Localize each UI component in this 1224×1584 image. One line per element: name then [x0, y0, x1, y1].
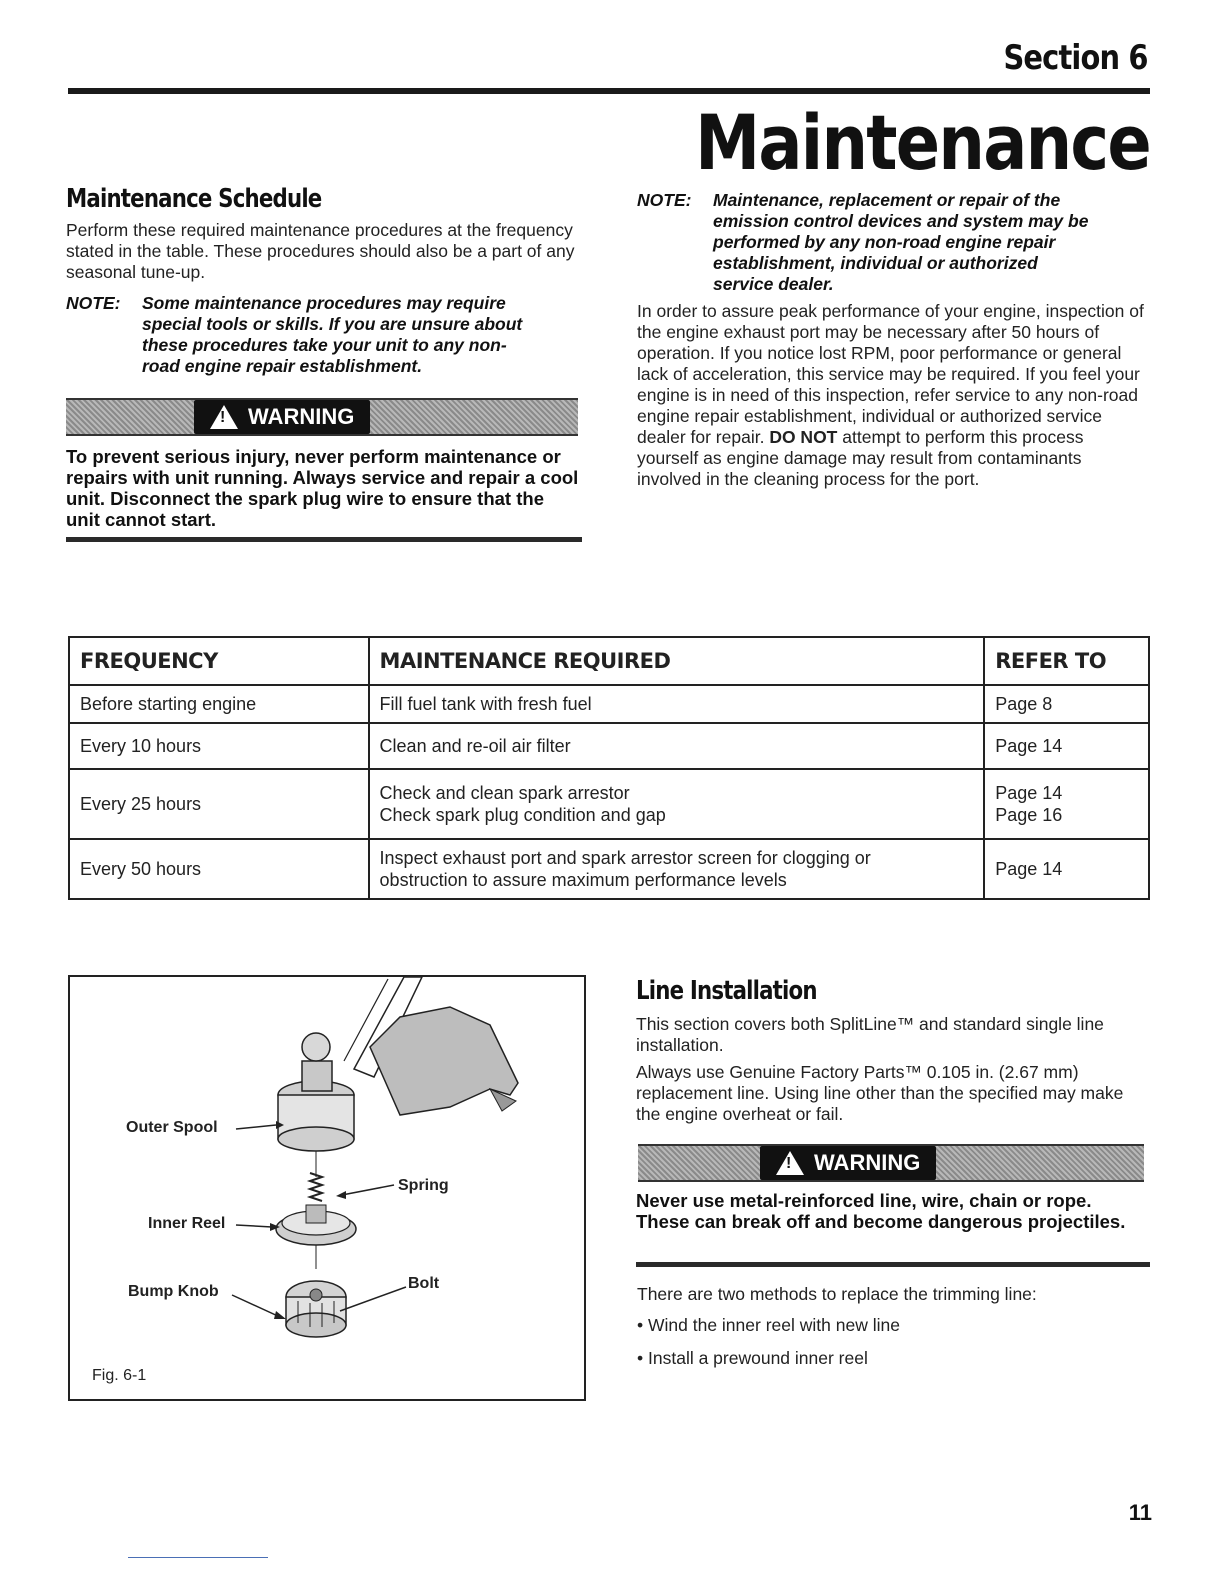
note-line: Maintenance, replacement or repair of the — [713, 190, 1061, 210]
inner-reel-label: Inner Reel — [148, 1215, 226, 1232]
warning-triangle-icon: ! — [776, 1151, 804, 1175]
note-line: establishment, individual or authorized — [713, 253, 1038, 273]
paragraph-text: attempt to perform this process yourself as engine damage may result from contaminants involved in the cleaning process for the port. — [637, 427, 1084, 489]
line-warning-text: Never use metal-reinforced line, wire, chain or rope. These can break off and become dangerous projectiles. — [636, 1190, 1126, 1232]
outer-spool-label: Outer Spool — [126, 1119, 218, 1136]
methods-section — [637, 1284, 1149, 1369]
note-line: these procedures take your unit to any non- — [142, 335, 507, 355]
task-cell — [369, 839, 985, 899]
refer-line: Page 14 — [995, 783, 1063, 803]
figure-caption: Fig. 6-1 — [92, 1367, 147, 1384]
schedule-intro: Perform these required maintenance procedures at the frequency stated in the table. These procedures should also be a part of any seasonal tune-up. — [66, 220, 575, 282]
refer-line: Page 16 — [995, 805, 1063, 825]
warning-label: WARNING — [814, 1150, 921, 1175]
bolt-label: Bolt — [408, 1275, 440, 1292]
warning-banner — [66, 398, 578, 436]
frequency-cell: Every 50 hours — [69, 839, 369, 899]
note-label: NOTE: — [637, 190, 692, 210]
table-row — [69, 839, 1149, 899]
maintenance-table — [68, 636, 1150, 900]
page-title: Maintenance — [695, 98, 1150, 187]
table-row — [69, 685, 1149, 723]
header-frequency: FREQUENCY — [69, 637, 369, 685]
refer-cell: Page 14 — [984, 723, 1149, 769]
refer-cell: Page 8 — [984, 685, 1149, 723]
note-line: road engine repair establishment. — [142, 356, 423, 376]
warning-badge — [760, 1146, 936, 1180]
frequency-cell: Before starting engine — [69, 685, 369, 723]
methods-intro: There are two methods to replace the trimming line: — [637, 1284, 1037, 1304]
note-line: performed by any non-road engine repair — [713, 232, 1056, 252]
task-cell: Fill fuel tank with fresh fuel — [369, 685, 985, 723]
figure-6-1 — [68, 975, 586, 1401]
task-line: obstruction to assure maximum performance levels — [379, 870, 787, 890]
page-number: 11 — [1128, 1500, 1152, 1525]
emission-note — [637, 190, 1149, 295]
task-line: Inspect exhaust port and spark arrestor screen for clogging or — [379, 848, 871, 868]
line-installation-section — [636, 976, 1148, 1125]
paragraph-text: In order to assure peak performance of your engine, inspection of the engine exhaust port may be necessary after 50 hours of operation. If you notice lost RPM, poor performance or general lack of acceleration, this service may be required. If you feel your engine is in need of this inspection, refer service to any non-road engine repair establishment, individual or authorized service dealer for repair. — [637, 301, 1144, 447]
warning-rule — [66, 537, 582, 542]
frequency-cell: Every 25 hours — [69, 769, 369, 839]
warning-text: To prevent serious injury, never perform maintenance or repairs with unit running. Always service and repair a cool unit. Disconnect the spark plug wire to ensure that the unit cannot start. — [66, 446, 579, 530]
line-para-1: This section covers both SplitLine™ and standard single line installation. — [636, 1014, 1104, 1055]
task-line: Check spark plug condition and gap — [379, 805, 666, 825]
list-item: • Install a prewound inner reel — [637, 1348, 868, 1368]
refer-cell — [984, 769, 1149, 839]
footer-line — [128, 1557, 268, 1558]
warning-label: WARNING — [248, 404, 355, 429]
list-item-text: Install a prewound inner reel — [648, 1348, 868, 1368]
maintenance-schedule-heading: Maintenance Schedule — [66, 184, 322, 214]
note-label: NOTE: — [66, 293, 121, 313]
note-line: special tools or skills. If you are unsure about — [142, 314, 523, 334]
do-not-emphasis: DO NOT — [769, 427, 838, 447]
list-item: • Wind the inner reel with new line — [637, 1315, 900, 1335]
warning-badge — [194, 400, 370, 434]
emission-paragraph — [637, 301, 1149, 490]
section-label: Section 6 — [1003, 38, 1148, 78]
task-cell — [369, 769, 985, 839]
header-maintenance: MAINTENANCE REQUIRED — [369, 637, 985, 685]
line-installation-heading: Line Installation — [636, 976, 817, 1006]
maintenance-schedule-section — [66, 184, 586, 377]
table-header-row — [69, 637, 1149, 685]
trimmer-head-illustration — [70, 977, 584, 1399]
table-row — [69, 769, 1149, 839]
warning-banner — [638, 1144, 1144, 1182]
emission-section — [637, 190, 1149, 490]
frequency-cell: Every 10 hours — [69, 723, 369, 769]
refer-cell: Page 14 — [984, 839, 1149, 899]
note-line: Some maintenance procedures may require — [142, 293, 506, 313]
list-item-text: Wind the inner reel with new line — [648, 1315, 900, 1335]
note-line: service dealer. — [713, 274, 834, 294]
line-para-2: Always use Genuine Factory Parts™ 0.105 in. (2.67 mm) replacement line. Using line other than the specified may make the engine overheat or fail. — [636, 1062, 1124, 1124]
warning-rule — [636, 1262, 1150, 1267]
header-refer: REFER TO — [984, 637, 1149, 685]
task-line: Check and clean spark arrestor — [379, 783, 630, 803]
table-row — [69, 723, 1149, 769]
schedule-note — [66, 293, 586, 377]
spring-label: Spring — [398, 1177, 449, 1194]
task-cell: Clean and re-oil air filter — [369, 723, 985, 769]
bump-knob-label: Bump Knob — [128, 1283, 219, 1300]
warning-triangle-icon: ! — [210, 405, 238, 429]
header-rule — [68, 88, 1150, 94]
note-line: emission control devices and system may be — [713, 211, 1089, 231]
